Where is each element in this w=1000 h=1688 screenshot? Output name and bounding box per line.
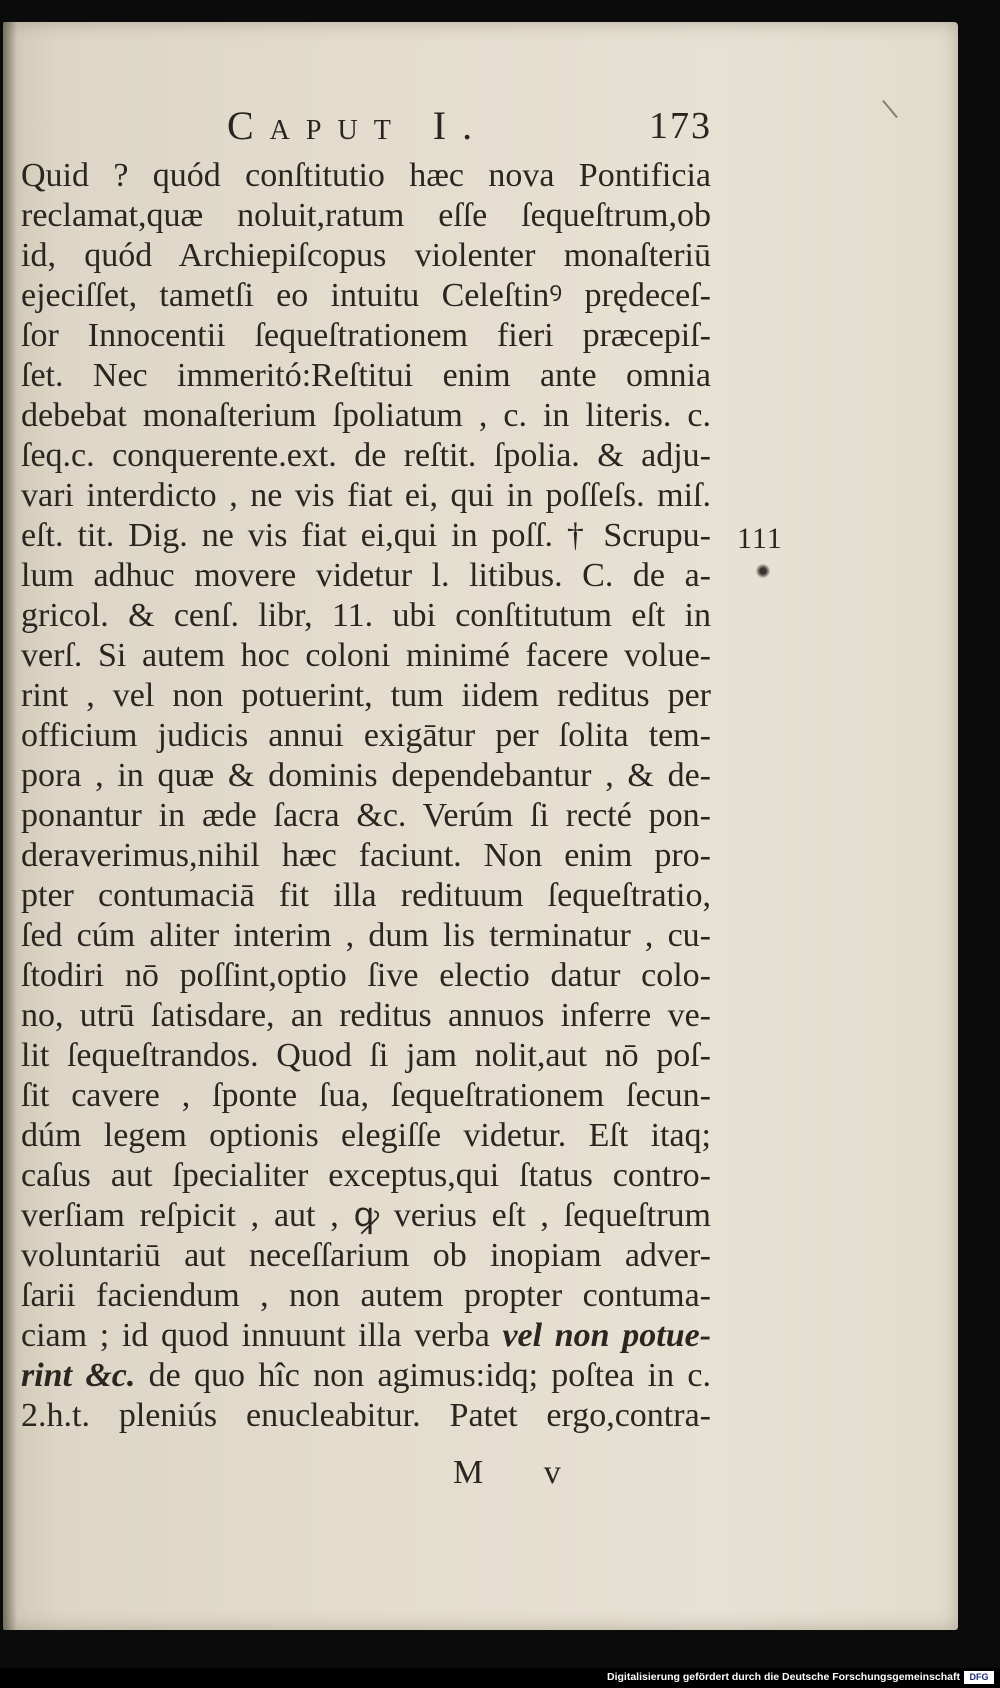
text-line-with-italic — [21, 1316, 711, 1356]
page-header — [3, 86, 958, 146]
text-line: verſ. Si autem hoc coloni minimé facere volue- — [21, 637, 711, 674]
text-line: dúm legem optionis elegiſſe videtur. Eſt itaq; — [21, 1117, 711, 1154]
text-line: ejeciſſet, tametſi eo intuitu Celeſtinꝰ prędeceſ- — [21, 277, 711, 314]
book-page — [3, 22, 958, 1630]
text-segment: de quo hîc non agimus:idq; poſtea in c. — [148, 1357, 711, 1394]
text-line: ponantur in æde ſacra &c. Verúm ſi recté pon- — [21, 797, 711, 834]
text-line: Quid ? quód conſtitutio hæc nova Pontificia — [21, 157, 711, 194]
dfg-logo-icon: DFG — [964, 1671, 994, 1684]
text-line: id, quód Archiepiſcopus violenter monaſteriū — [21, 237, 711, 274]
text-line: ſarii faciendum , non autem propter contuma- — [21, 1277, 711, 1314]
text-line: ſed cúm aliter interim , dum lis terminatur , cu- — [21, 917, 711, 954]
ink-spot — [756, 564, 770, 578]
text-line: rint , vel non potuerint, tum iidem reditus per — [21, 677, 711, 714]
text-line: no, utrū ſatisdare, an reditus annuos inferre ve- — [21, 997, 711, 1034]
text-line: lit ſequeſtrandos. Quod ſi jam nolit,aut nō poſ- — [21, 1037, 711, 1074]
text-line: ſtodiri nō poſſint,optio ſive electio datur colo- — [21, 957, 711, 994]
text-line: ſeq.c. conquerente.ext. de reſtit. ſpolia. & adju- — [21, 437, 711, 474]
italic-phrase: rint &c. — [21, 1357, 136, 1394]
running-head: Caput I. — [227, 103, 489, 148]
text-line: deraverimus,nihil hæc faciunt. Non enim pro- — [21, 837, 711, 874]
text-line: officium judicis annui exigātur per ſolita tem- — [21, 717, 711, 754]
text-line: verſiam reſpicit , aut , ꝙ verius eſt , ſequeſtrum — [21, 1197, 711, 1234]
text-line: ſet. Nec immeritó:Reſtitui enim ante omnia — [21, 357, 711, 394]
text-line: pter contumaciā fit illa redituum ſequeſtratio, — [21, 877, 711, 914]
page-number: 173 — [649, 105, 712, 147]
funding-credit: Digitalisierung gefördert durch die Deutsche Forschungsgemeinschaft — [607, 1671, 960, 1683]
text-line: eſt. tit. Dig. ne vis fiat ei,qui in poſſ. † Scrupu- — [21, 517, 711, 554]
text-line: voluntariū aut neceſſarium ob inopiam adver- — [21, 1237, 711, 1274]
text-line: gricol. & cenſ. libr, 11. ubi conſtitutum eſt in — [21, 597, 711, 634]
text-line: caſus aut ſpecialiter exceptus,qui ſtatus contro- — [21, 1157, 711, 1194]
text-line: ſor Innocentii ſequeſtrationem fieri præcepiſ- — [21, 317, 711, 354]
text-line: vari interdicto , ne vis fiat ei, qui in poſſeſs. miſ. — [21, 477, 711, 514]
text-line: 2.h.t. pleniús enucleabitur. Patet ergo,contra- — [21, 1397, 711, 1434]
body-text — [21, 156, 711, 1436]
margin-section-number: 111 — [737, 522, 783, 555]
text-line: lum adhuc movere videtur l. litibus. C. de a- — [21, 557, 711, 594]
text-line: debebat monaſterium ſpoliatum , c. in literis. c. — [21, 397, 711, 434]
text-line: pora , in quæ & dominis dependebantur , & de- — [21, 757, 711, 794]
signature-mark: M v — [453, 1454, 587, 1491]
text-line: reclamat,quæ noluit,ratum eſſe ſequeſtrum,ob — [21, 197, 711, 234]
text-line-with-italic — [21, 1356, 711, 1396]
digitization-footer — [0, 1668, 1000, 1688]
italic-phrase: vel non potue- — [502, 1317, 711, 1354]
text-segment: ciam ; id quod innuunt illa verba — [21, 1317, 490, 1354]
text-line: ſit cavere , ſponte ſua, ſequeſtrationem ſecun- — [21, 1077, 711, 1114]
